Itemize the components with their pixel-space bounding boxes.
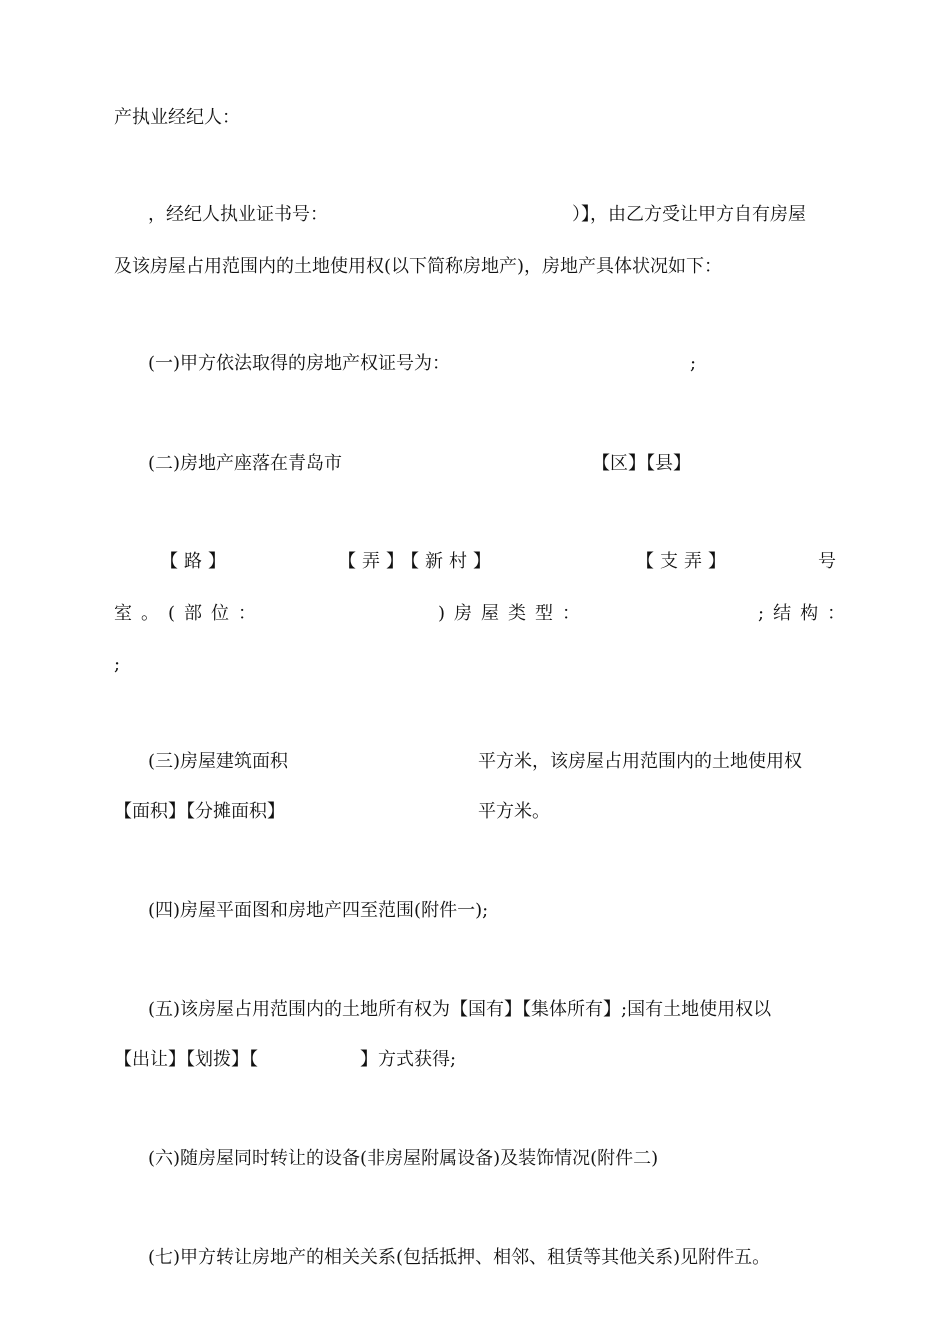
- clause-6: (六)随房屋同时转让的设备(非房屋附属设备)及装饰情况(附件二): [148, 1148, 659, 1169]
- text-line: 产执业经纪人：: [114, 107, 240, 128]
- clause-5: (五)该房屋占用范围内的土地所有权为【国有】【集体所有】;国有土地使用权以: [148, 999, 772, 1020]
- clause-3: (三)房屋建筑面积: [148, 751, 289, 772]
- text-line: 号: [818, 551, 836, 572]
- text-line: ;: [114, 654, 121, 675]
- text-line: 【路】: [160, 551, 232, 572]
- text-line: 【支弄】: [636, 551, 732, 572]
- text-line: )房屋类型：: [438, 603, 590, 624]
- text-line: 及该房屋占用范围内的土地使用权(以下简称房地产)，房地产具体状况如下：: [114, 256, 723, 277]
- clause-1: (一)甲方依法取得的房地产权证号为：: [148, 353, 451, 374]
- clause-4: (四)房屋平面图和房地产四至范围(附件一);: [148, 900, 489, 921]
- text-line: 【出让】【划拨】【: [114, 1049, 258, 1070]
- text-line: 室。(部位：: [114, 603, 266, 624]
- text-line: ）】，由乙方受让甲方自有房屋: [572, 204, 806, 225]
- text-line: ;: [690, 353, 697, 374]
- text-line: 】方式获得;: [360, 1049, 457, 1070]
- text-line: ，经纪人执业证书号：: [148, 204, 328, 225]
- text-line: ;结构：: [758, 603, 855, 624]
- clause-2: (二)房地产座落在青岛市: [148, 453, 343, 474]
- text-line: 【区】【县】: [592, 453, 691, 474]
- text-line: 平方米，该房屋占用范围内的土地使用权: [478, 751, 802, 772]
- text-line: 平方米。: [478, 801, 550, 822]
- text-line: 【面积】【分摊面积】: [114, 801, 285, 822]
- clause-7: (七)甲方转让房地产的相关关系(包括抵押、相邻、租赁等其他关系)见附件五。: [148, 1247, 771, 1268]
- text-line: 【弄】【新村】: [338, 551, 497, 572]
